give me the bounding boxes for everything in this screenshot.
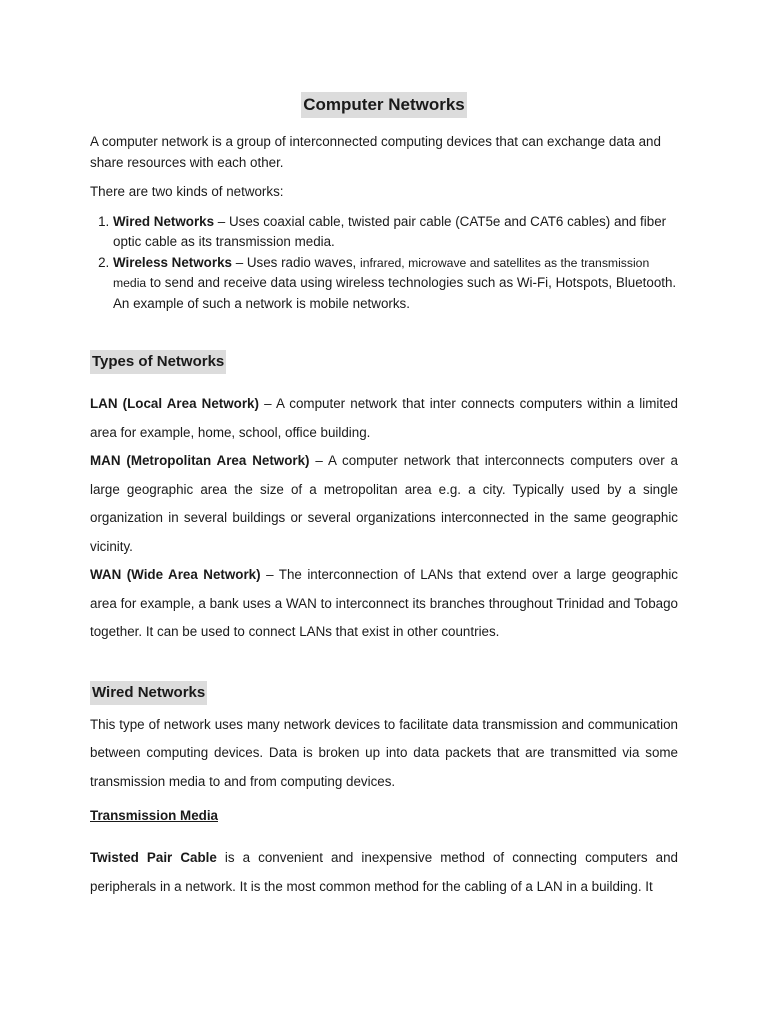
list-text: – Uses coaxial cable, twisted pair cable (CAT5e and CAT6 cables) and fiber optic cable as its transmission media. bbox=[113, 213, 667, 249]
wired-heading-block bbox=[90, 681, 678, 705]
media-heading-block bbox=[90, 806, 678, 826]
list-text: – Uses radio waves, bbox=[231, 254, 360, 270]
list-term: Wired Networks bbox=[113, 213, 215, 229]
kinds-intro: There are two kinds of networks: bbox=[90, 184, 284, 199]
twisted-pair-paragraph bbox=[90, 844, 678, 901]
type-term: LAN (Local Area Network) bbox=[90, 396, 259, 411]
list-item bbox=[113, 253, 678, 315]
type-term: WAN (Wide Area Network) bbox=[90, 567, 261, 582]
types-heading-block bbox=[90, 350, 678, 374]
list-term: Wireless Networks bbox=[113, 254, 232, 270]
list-text: to send and receive data using wireless technologies such as Wi-Fi, Hotspots, Bluetooth. An example of such a network is mobile networks. bbox=[113, 275, 677, 311]
section-heading: Types of Networks bbox=[90, 350, 226, 374]
wired-paragraph: This type of network uses many network devices to facilitate data transmission and communication between computing devices. Data is broken up into data packets that are transmitted via some transmission media to and from computing devices. bbox=[90, 716, 678, 789]
type-term: MAN (Metropolitan Area Network) bbox=[90, 453, 310, 468]
type-text: – A computer network that inter connects computers within a limited area for example, home, school, office building. bbox=[90, 396, 678, 440]
type-text: – A computer network that interconnects computers over a large geographic area the size of a metropolitan area e.g. a city. Typically used by a single organization in several buildings or several organizations interconnected in the same geographic vicinity. bbox=[90, 453, 678, 554]
network-kinds-list bbox=[90, 212, 678, 315]
list-text-small: infrared, microwave and satellites as the transmission media bbox=[113, 255, 650, 290]
list-item bbox=[113, 212, 678, 253]
tp-text: is a convenient and inexpensive method of connecting computers and peripherals in a network. It is the most common method for the cabling of a LAN in a building. It bbox=[90, 850, 678, 894]
tp-term: Twisted Pair Cable bbox=[90, 850, 217, 865]
type-text: – The interconnection of LANs that extend over a large geographic area for example, a bank uses a WAN to interconnect its branches throughout Trinidad and Tobago together. It can be used to connect LANs that exist in other countries. bbox=[90, 567, 678, 639]
subsection-heading: Transmission Media bbox=[90, 808, 218, 823]
page-title: Computer Networks bbox=[301, 92, 467, 118]
intro-paragraph: A computer network is a group of interconnected computing devices that can exchange data and share resources with each other. bbox=[90, 134, 661, 170]
type-paragraph bbox=[90, 390, 678, 447]
type-paragraph bbox=[90, 561, 678, 647]
type-paragraph bbox=[90, 447, 678, 561]
document-body bbox=[90, 92, 678, 901]
title-block bbox=[90, 92, 678, 118]
section-heading: Wired Networks bbox=[90, 681, 207, 705]
